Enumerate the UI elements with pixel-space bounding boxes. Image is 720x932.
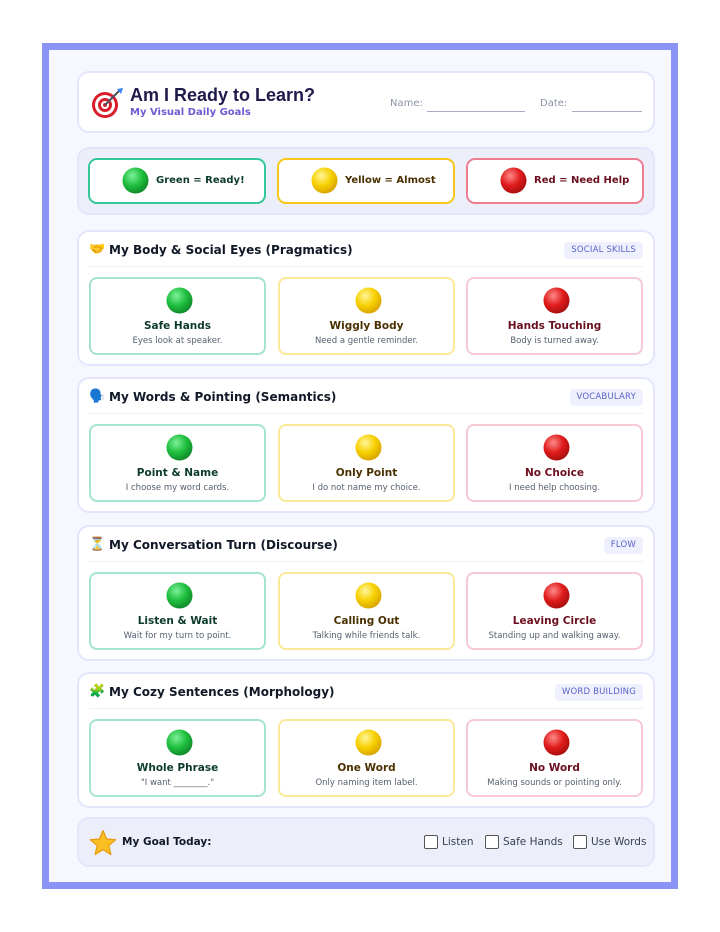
name-field[interactable] (427, 111, 525, 112)
section-morphology (77, 672, 655, 808)
option-green[interactable] (89, 277, 266, 355)
key-green (88, 158, 266, 204)
section-title: My Words & Pointing (Semantics) (109, 390, 337, 404)
green-circle-icon (166, 287, 193, 314)
divider (89, 561, 643, 562)
option-label: One Word (337, 762, 396, 774)
option-label: Whole Phrase (136, 762, 219, 774)
option-desc: Body is turned away. (510, 336, 599, 346)
color-key (77, 147, 655, 215)
option-green[interactable] (89, 572, 266, 650)
yellow-circle-icon (311, 167, 338, 194)
checkbox-box[interactable] (573, 835, 587, 849)
goal-bar (77, 817, 655, 867)
page-subtitle: My Visual Daily Goals (130, 107, 251, 118)
section-discourse (77, 525, 655, 661)
option-desc: Talking while friends talk. (312, 631, 421, 641)
checkbox-label: Listen (442, 836, 474, 848)
yellow-circle-icon (355, 287, 382, 314)
goal-label: My Goal Today: (122, 836, 212, 848)
option-desc: I choose my word cards. (125, 483, 230, 493)
red-circle-icon (500, 167, 527, 194)
green-circle-icon (166, 434, 193, 461)
checkbox-label: Safe Hands (503, 836, 563, 848)
name-label: Name: (390, 98, 423, 109)
yellow-circle-icon (355, 582, 382, 609)
option-red[interactable] (466, 277, 643, 355)
checkbox-label: Use Words (591, 836, 647, 848)
option-yellow[interactable] (278, 719, 455, 797)
option-label: Point & Name (136, 467, 219, 479)
header-card (77, 71, 655, 133)
checkbox-box[interactable] (424, 835, 438, 849)
key-yellow (277, 158, 455, 204)
date-field[interactable] (572, 111, 642, 112)
option-desc: Wait for my turn to point. (123, 631, 232, 641)
page-title: Am I Ready to Learn? (130, 85, 316, 105)
option-yellow[interactable] (278, 277, 455, 355)
handshake-icon: 🤝 (89, 242, 106, 257)
option-desc: Eyes look at speaker. (132, 336, 223, 346)
option-label: Listen & Wait (137, 615, 218, 627)
target-icon (90, 86, 124, 120)
option-yellow[interactable] (278, 572, 455, 650)
option-label: No Choice (525, 467, 584, 479)
puzzle-piece-icon: 🧩 (89, 684, 106, 699)
section-title: My Cozy Sentences (Morphology) (109, 685, 335, 699)
option-red[interactable] (466, 572, 643, 650)
option-desc: "I want ________." (140, 778, 215, 788)
section-tag: VOCABULARY (570, 389, 643, 406)
section-semantics (77, 377, 655, 513)
section-tag: FLOW (604, 537, 643, 554)
option-green[interactable] (89, 719, 266, 797)
option-red[interactable] (466, 719, 643, 797)
key-red-label: Red = Need Help (534, 175, 630, 186)
yellow-circle-icon (355, 434, 382, 461)
option-yellow[interactable] (278, 424, 455, 502)
green-circle-icon (166, 729, 193, 756)
option-desc: I do not name my choice. (312, 483, 421, 493)
hourglass-icon: ⏳ (89, 537, 106, 552)
section-tag: SOCIAL SKILLS (564, 242, 643, 259)
green-circle-icon (122, 167, 149, 194)
option-desc: Standing up and walking away. (488, 631, 621, 641)
yellow-circle-icon (355, 729, 382, 756)
divider (89, 413, 643, 414)
divider (89, 708, 643, 709)
green-circle-icon (166, 582, 193, 609)
option-green[interactable] (89, 424, 266, 502)
section-pragmatics (77, 230, 655, 366)
red-circle-icon (543, 582, 570, 609)
option-desc: Need a gentle reminder. (314, 336, 419, 346)
option-label: Only Point (335, 467, 398, 479)
key-green-label: Green = Ready! (156, 175, 245, 186)
section-title: My Conversation Turn (Discourse) (109, 538, 338, 552)
option-label: Calling Out (333, 615, 400, 627)
option-red[interactable] (466, 424, 643, 502)
key-yellow-label: Yellow = Almost (345, 175, 436, 186)
section-tag: WORD BUILDING (555, 684, 643, 701)
option-label: No Word (529, 762, 580, 774)
option-label: Wiggly Body (329, 320, 404, 332)
option-label: Hands Touching (507, 320, 602, 332)
key-red (466, 158, 644, 204)
red-circle-icon (543, 287, 570, 314)
option-desc: Only naming item label. (315, 778, 418, 788)
option-label: Safe Hands (143, 320, 212, 332)
checkbox-box[interactable] (485, 835, 499, 849)
speaking-head-icon: 🗣️ (89, 389, 106, 404)
date-label: Date: (540, 98, 568, 109)
worksheet (42, 43, 678, 889)
red-circle-icon (543, 729, 570, 756)
option-desc: Making sounds or pointing only. (487, 778, 622, 788)
divider (89, 266, 643, 267)
section-title: My Body & Social Eyes (Pragmatics) (109, 243, 353, 257)
option-desc: I need help choosing. (509, 483, 600, 493)
star-icon (89, 829, 117, 857)
red-circle-icon (543, 434, 570, 461)
option-label: Leaving Circle (512, 615, 597, 627)
